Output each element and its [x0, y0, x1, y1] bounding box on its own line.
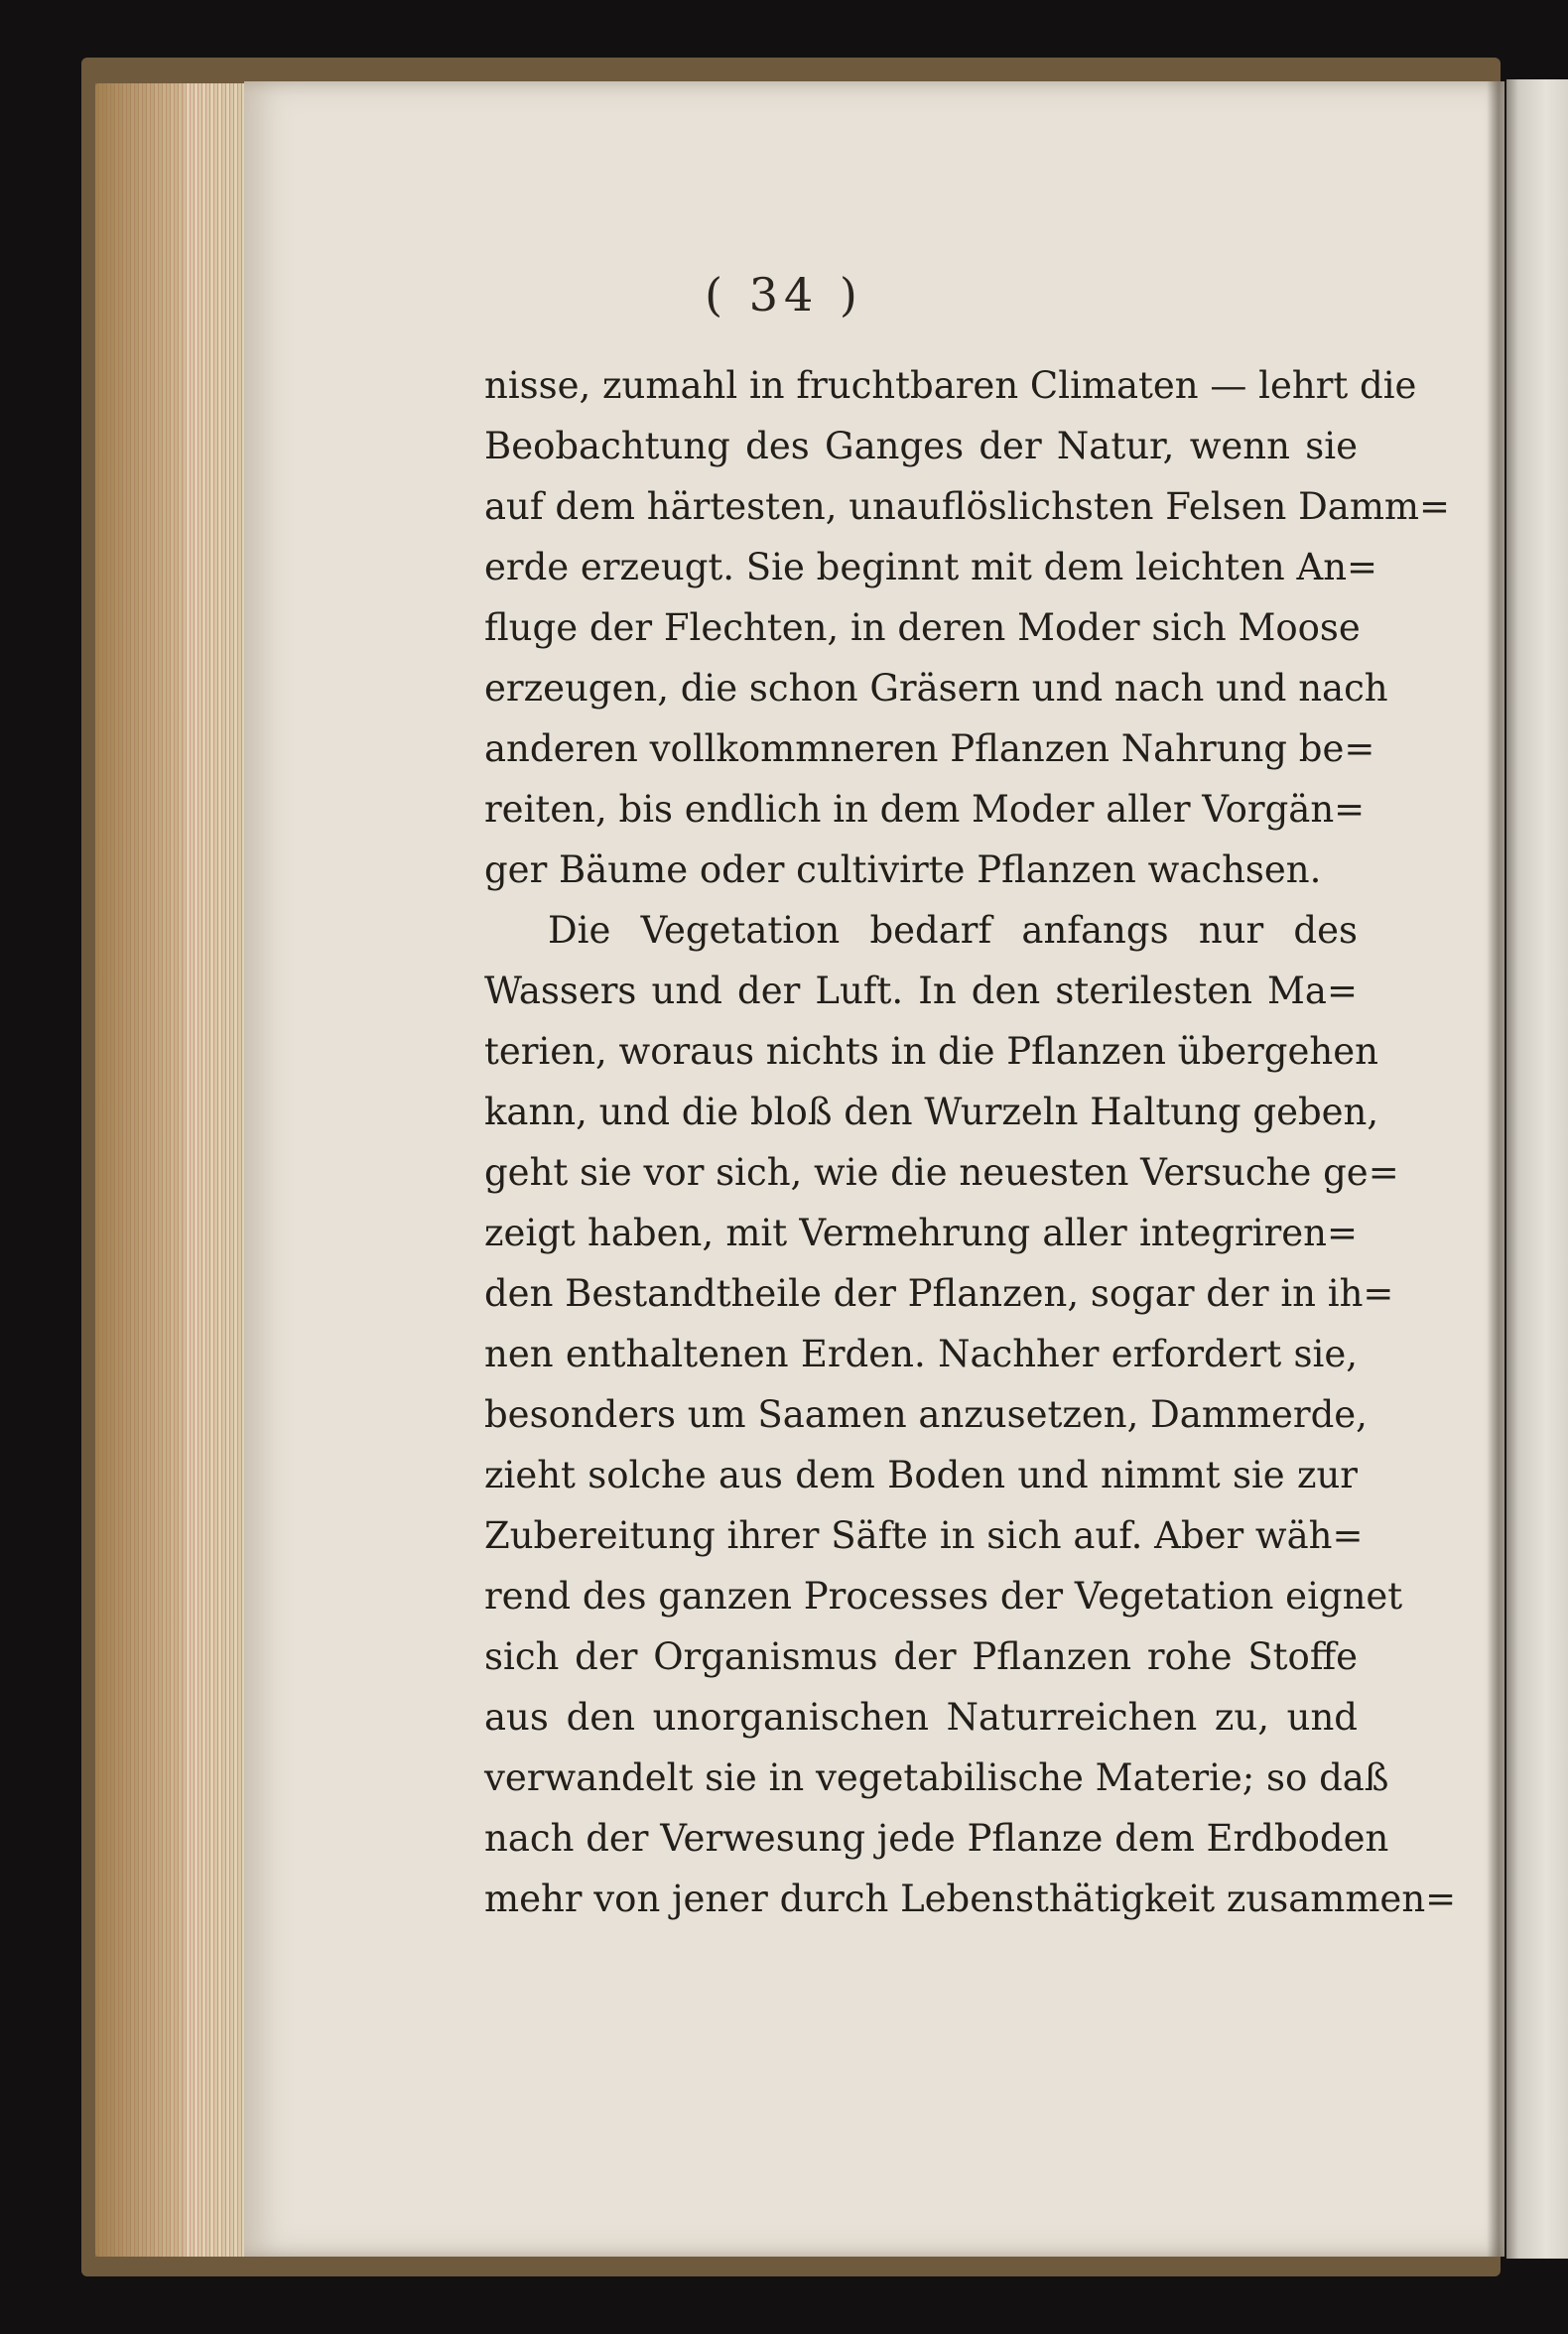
text-line: Die Vegetation bedarf anfangs nur des	[548, 909, 1358, 952]
text-line: zeigt haben, mit Vermehrung aller integriren=	[484, 1212, 1358, 1254]
text-line: mehr von jener durch Lebensthätigkeit zusammen=	[484, 1878, 1457, 1920]
text-line: geht sie vor sich, wie die neuesten Versuche ge=	[484, 1151, 1399, 1194]
text-line: ger Bäume oder cultivirte Pflanzen wachsen.	[484, 848, 1322, 891]
page-edges-shadow	[95, 83, 185, 2257]
text-line: auf dem härtesten, unauflöslichsten Felsen Damm=	[484, 485, 1451, 528]
text-line: terien, woraus nichts in die Pflanzen übergehen	[484, 1030, 1378, 1073]
text-line: sich der Organismus der Pflanzen rohe Stoffe	[484, 1635, 1358, 1678]
text-line: verwandelt sie in vegetabilische Materie; so daß	[484, 1756, 1389, 1799]
text-line: kann, und die bloß den Wurzeln Haltung geben,	[484, 1091, 1379, 1133]
text-line: besonders um Saamen anzusetzen, Dammerde,	[484, 1393, 1368, 1436]
text-line: nach der Verwesung jede Pflanze dem Erdboden	[484, 1817, 1389, 1860]
text-line: den Bestandtheile der Pflanzen, sogar der in ih=	[484, 1272, 1394, 1315]
body-text	[484, 355, 1457, 1929]
text-line: fluge der Flechten, in deren Moder sich Moose	[484, 606, 1361, 649]
text-line: Zubereitung ihrer Säfte in sich auf. Aber wäh=	[484, 1514, 1364, 1557]
text-line: anderen vollkommneren Pflanzen Nahrung be=	[484, 727, 1375, 770]
text-line: nen enthaltenen Erden. Nachher erfordert sie,	[484, 1333, 1358, 1375]
facing-page-edge	[1506, 79, 1568, 2259]
text-line: reiten, bis endlich in dem Moder aller Vorgän=	[484, 788, 1366, 831]
text-line: erde erzeugt. Sie beginnt mit dem leichten An=	[484, 546, 1378, 588]
text-line: nisse, zumahl in fruchtbaren Climaten — lehrt die	[484, 364, 1417, 407]
text-line: zieht solche aus dem Boden und nimmt sie zur	[484, 1454, 1358, 1496]
text-line: rend des ganzen Processes der Vegetation eignet	[484, 1575, 1403, 1618]
text-line: erzeugen, die schon Gräsern und nach und nach	[484, 667, 1388, 710]
page-number: ( 34 )	[705, 268, 863, 322]
text-line: aus den unorganischen Naturreichen zu, und	[484, 1696, 1358, 1739]
text-line: Wassers und der Luft. In den sterilesten Ma=	[484, 970, 1358, 1012]
text-line: Beobachtung des Ganges der Natur, wenn sie	[484, 425, 1358, 467]
